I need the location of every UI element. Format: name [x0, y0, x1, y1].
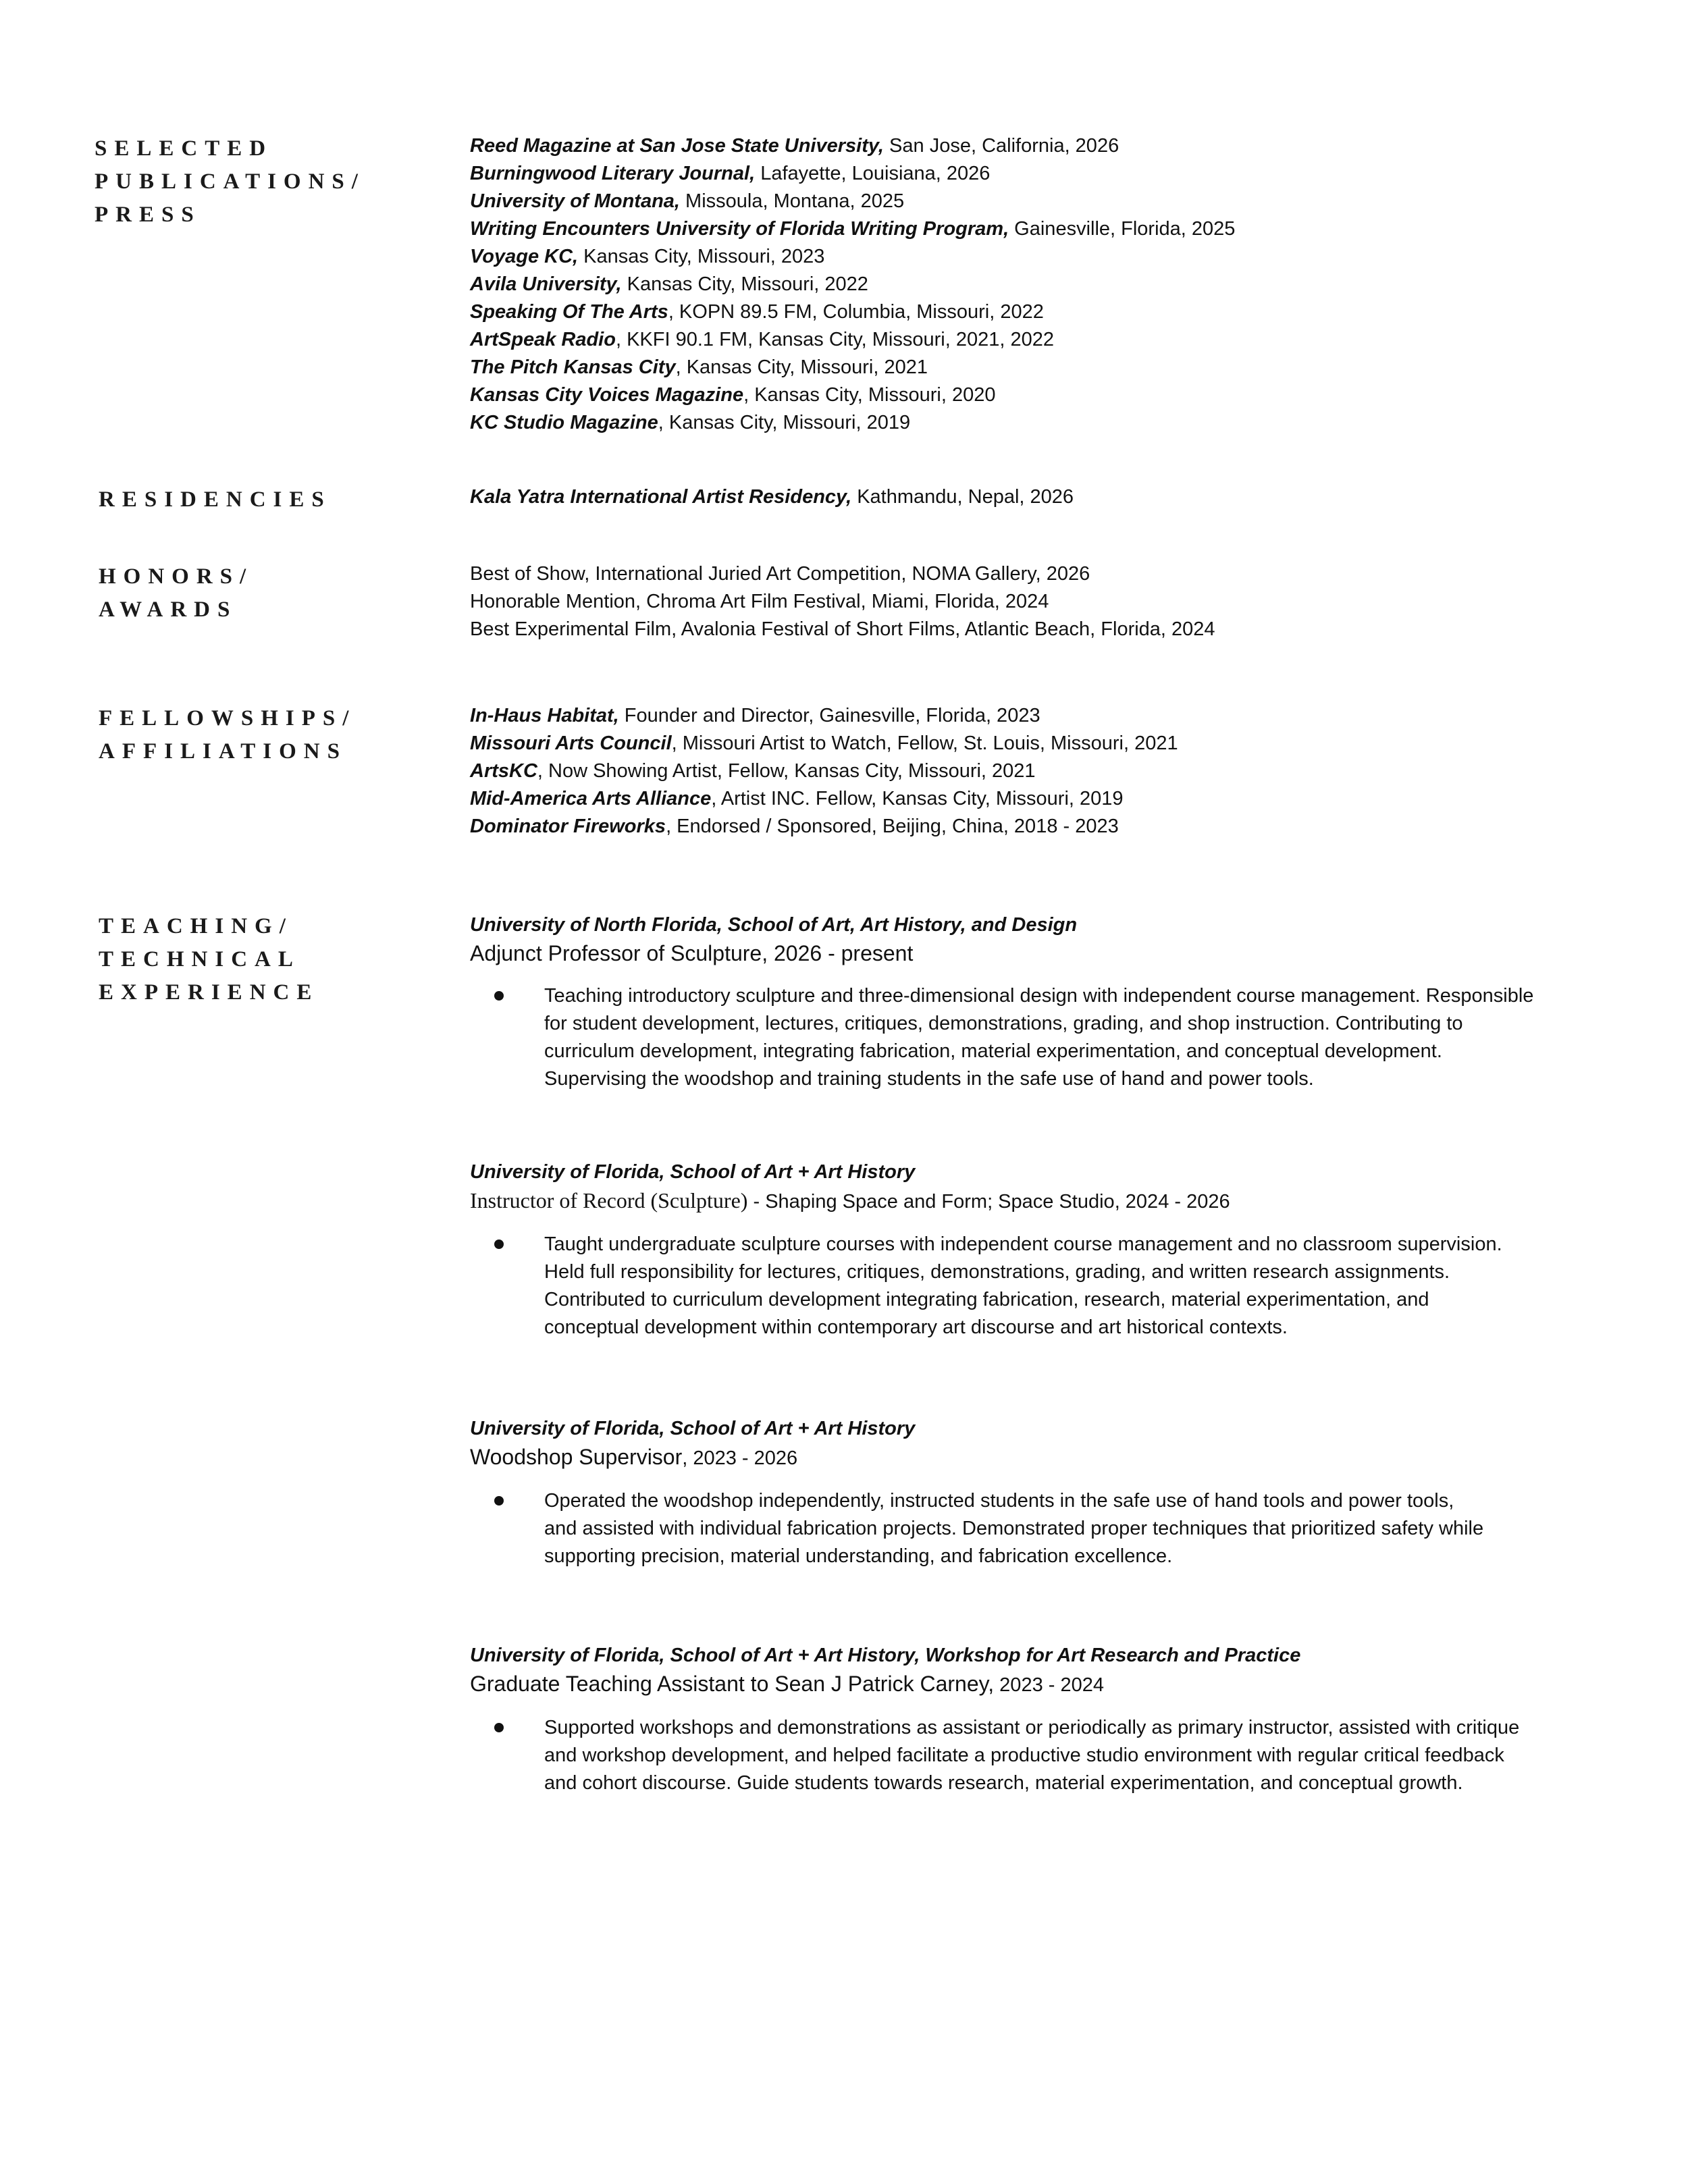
teaching-entry — [470, 1642, 1584, 1797]
residencies-heading: RESIDENCIES — [99, 487, 332, 512]
teaching-entry — [470, 1415, 1584, 1570]
list-item: Speaking Of The Arts, KOPN 89.5 FM, Columbia, Missouri, 2022 — [470, 301, 1044, 323]
teaching-entry — [470, 911, 1584, 1093]
list-item: Best Experimental Film, Avalonia Festival of Short Films, Atlantic Beach, Florida, 2024 — [470, 618, 1215, 640]
entry-description: Supported workshops and demonstrations as assistant or periodically as primary instructor, assisted with critique and workshop development, and helped facilitate a productive studio environment with regular critical feedback and cohort discourse. Guide students towards research, material experimentation, and conceptual growth. — [544, 1717, 1520, 1794]
entry-description: Taught undergraduate sculpture courses with independent course management and no classroom supervision. Held full responsibility for lectures, critiques, demonstrations, grading, and written research assignments. Contributed to curriculum development integrating fabrication, research, material experimentation, and conceptual development within contemporary art discourse and art historical contexts. — [544, 1233, 1502, 1338]
entry-organization: University of Florida, School of Art + Art History — [470, 1418, 916, 1439]
entry-description: Teaching introductory sculpture and three-dimensional design with independent course management. Responsible for student development, lectures, critiques, demonstrations, grading, and shop instruction. Contributing to curriculum development, integrating fabrication, material experimentation, and conceptual development. Supervising the woodshop and training students in the safe use of hand and power tools. — [544, 985, 1534, 1090]
list-item: In-Haus Habitat, Founder and Director, Gainesville, Florida, 2023 — [470, 705, 1040, 726]
entry-role: Instructor of Record (Sculpture) - Shaping Space and Form; Space Studio, 2024 - 2026 — [470, 1188, 1230, 1213]
list-item — [470, 982, 1584, 1093]
list-item — [470, 1714, 1584, 1797]
list-item: Voyage KC, Kansas City, Missouri, 2023 — [470, 246, 825, 267]
list-item: Kansas City Voices Magazine, Kansas City, Missouri, 2020 — [470, 384, 996, 406]
entry-description: Operated the woodshop independently, instructed students in the safe use of hand tools and power tools, and assisted with individual fabrication projects. Demonstrated proper techniques that prioritized safety while supporting precision, material understanding, and fabrication excellence. — [544, 1490, 1484, 1567]
list-item: Missouri Arts Council, Missouri Artist to Watch, Fellow, St. Louis, Missouri, 2021 — [470, 733, 1178, 754]
residencies-list — [470, 483, 1577, 511]
publications-list — [470, 132, 1577, 437]
bullet-icon — [494, 1723, 504, 1732]
list-item: ArtsKC, Now Showing Artist, Fellow, Kansas City, Missouri, 2021 — [470, 760, 1036, 782]
fellowships-list — [470, 702, 1577, 841]
entry-organization: University of North Florida, School of Art, Art History, and Design — [470, 914, 1078, 936]
bullet-icon — [494, 991, 504, 1001]
list-item: Burningwood Literary Journal, Lafayette, Louisiana, 2026 — [470, 163, 991, 184]
list-item: Writing Encounters University of Florida Writing Program, Gainesville, Florida, 2025 — [470, 218, 1236, 240]
honors-list — [470, 560, 1577, 643]
list-item: Kala Yatra International Artist Residency, Kathmandu, Nepal, 2026 — [470, 486, 1074, 508]
entry-role: Woodshop Supervisor, 2023 - 2026 — [470, 1445, 798, 1469]
list-item: Avila University, Kansas City, Missouri, 2022 — [470, 273, 868, 295]
list-item — [470, 1487, 1584, 1570]
bullet-icon — [494, 1240, 504, 1249]
teaching-heading: TEACHING/ TECHNICAL EXPERIENCE — [99, 914, 319, 1005]
entry-role: Adjunct Professor of Sculpture, 2026 - present — [470, 941, 914, 965]
list-item: The Pitch Kansas City, Kansas City, Missouri, 2021 — [470, 356, 928, 378]
teaching-entry — [470, 1158, 1584, 1341]
fellowships-heading: FELLOWSHIPS/ AFFILIATIONS — [99, 706, 357, 764]
entry-organization: University of Florida, School of Art + Art History, Workshop for Art Research and Practice — [470, 1645, 1301, 1666]
bullet-icon — [494, 1496, 504, 1506]
list-item: ArtSpeak Radio, KKFI 90.1 FM, Kansas City, Missouri, 2021, 2022 — [470, 329, 1054, 350]
list-item: Dominator Fireworks, Endorsed / Sponsored, Beijing, China, 2018 - 2023 — [470, 816, 1119, 837]
list-item — [470, 1231, 1584, 1341]
publications-heading: SELECTED PUBLICATIONS/ PRESS — [95, 136, 365, 227]
entry-role: Graduate Teaching Assistant to Sean J Patrick Carney, 2023 - 2024 — [470, 1672, 1104, 1696]
list-item: KC Studio Magazine, Kansas City, Missouri, 2019 — [470, 412, 911, 433]
list-item: Mid-America Arts Alliance, Artist INC. Fellow, Kansas City, Missouri, 2019 — [470, 788, 1124, 809]
honors-heading: HONORS/ AWARDS — [99, 564, 254, 622]
list-item: Honorable Mention, Chroma Art Film Festival, Miami, Florida, 2024 — [470, 591, 1049, 612]
list-item: Best of Show, International Juried Art Competition, NOMA Gallery, 2026 — [470, 563, 1090, 585]
entry-organization: University of Florida, School of Art + Art History — [470, 1161, 916, 1183]
list-item: University of Montana, Missoula, Montana, 2025 — [470, 190, 905, 212]
list-item: Reed Magazine at San Jose State University, San Jose, California, 2026 — [470, 135, 1119, 157]
